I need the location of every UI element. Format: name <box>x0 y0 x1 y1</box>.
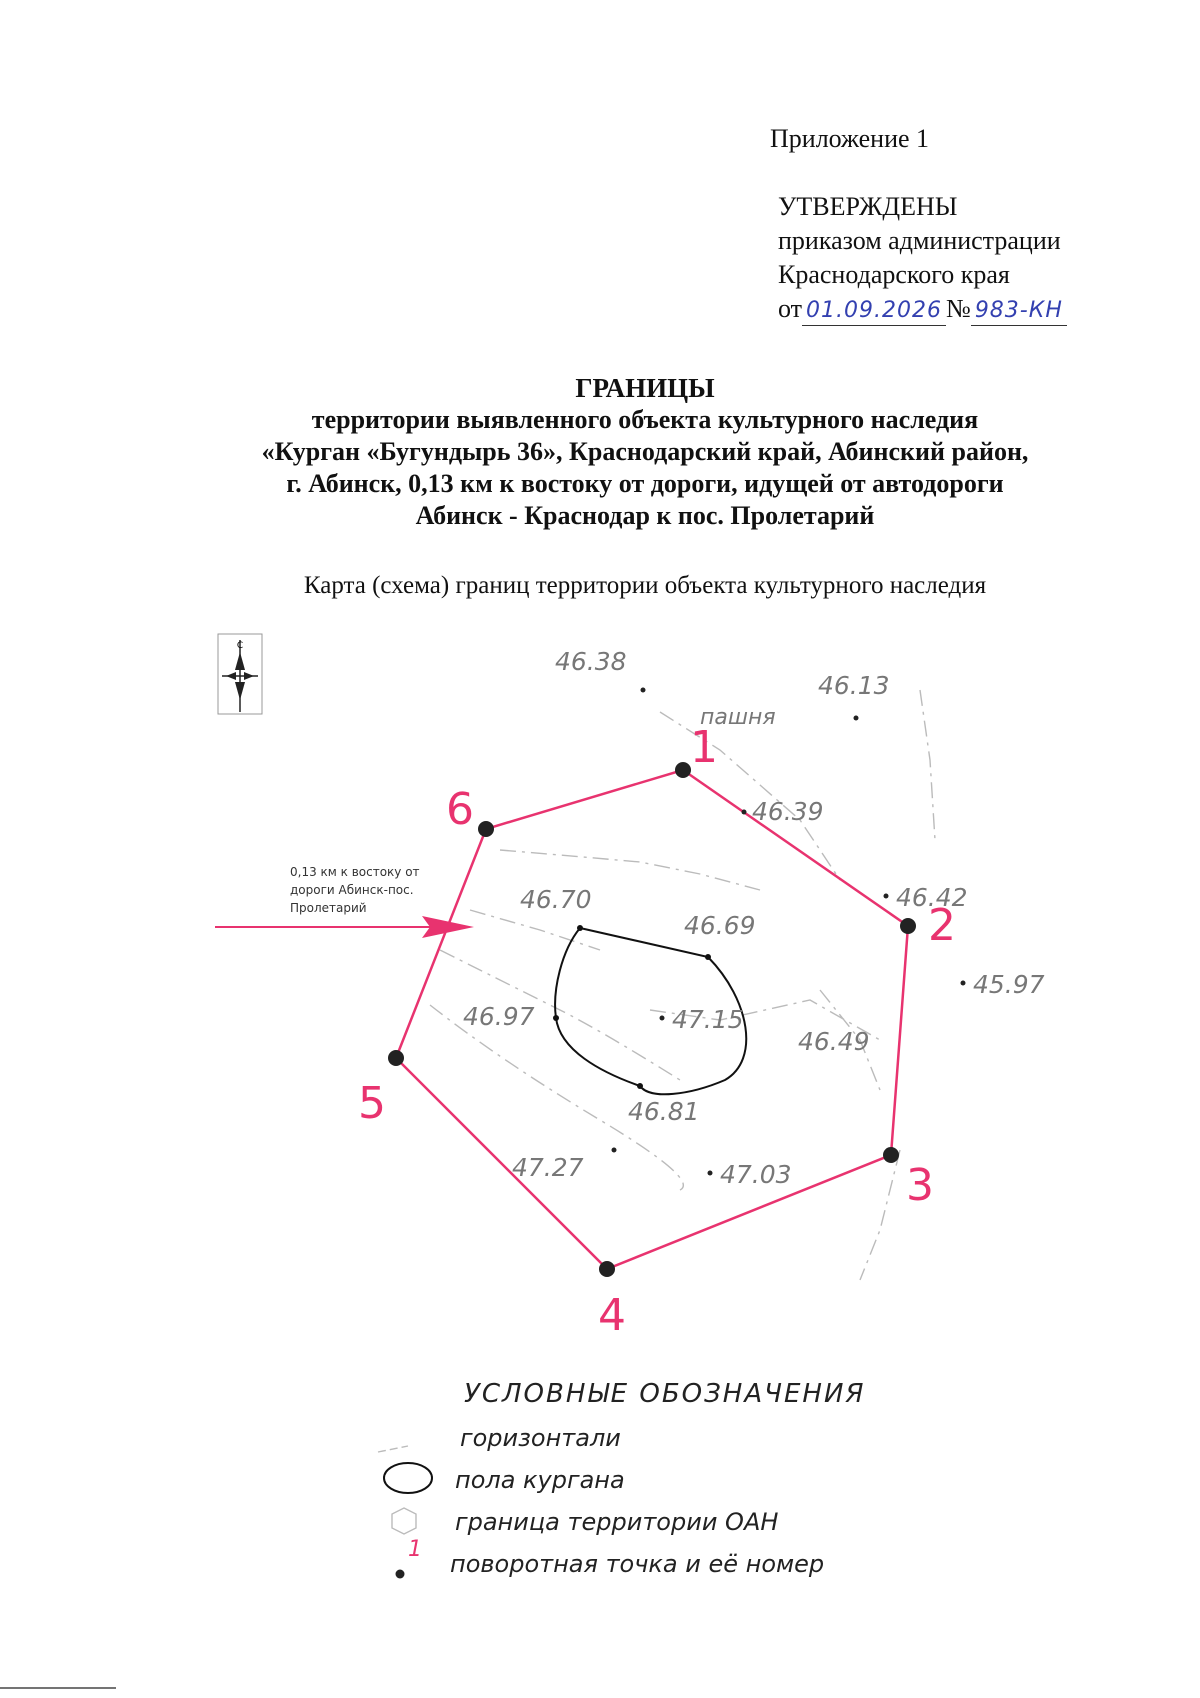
road-note-line-2: дороги Абинск-пос. <box>290 883 414 897</box>
approved-heading: УТВЕРЖДЕНЫ <box>778 192 958 221</box>
title-line-4: г. Абинск, 0,13 км к востоку от дороги, идущей от автодороги <box>286 469 1004 498</box>
road-direction-arrow <box>215 916 474 938</box>
approved-by-line-1: приказом администрации <box>778 226 1061 255</box>
elevation-label: 46.69 <box>684 911 756 940</box>
legend-item-label: поворотная точка и её номер <box>450 1550 825 1578</box>
turning-point <box>599 1261 615 1277</box>
legend <box>378 1379 865 1579</box>
road-note-line-1: 0,13 км к востоку от <box>290 865 420 879</box>
title-line-3: «Курган «Бугундырь 36», Краснодарский край, Абинский район, <box>261 437 1029 466</box>
road-note <box>290 865 420 915</box>
elevation-label: 47.15 <box>672 1005 744 1034</box>
elevation-label: 46.13 <box>818 671 890 700</box>
field-label: пашня <box>700 705 776 730</box>
elevation-label: 46.70 <box>520 885 592 914</box>
appendix-label: Приложение 1 <box>770 124 930 153</box>
legend-item-label: горизонтали <box>460 1424 621 1452</box>
elevation-label: 46.38 <box>555 647 627 676</box>
order-from-label: от <box>778 294 803 323</box>
legend-sample-number: 1 <box>408 1537 422 1562</box>
elevation-label: 47.03 <box>720 1160 792 1189</box>
hexagon-boundary-icon <box>392 1508 416 1534</box>
elevation-label: 45.97 <box>973 970 1045 999</box>
approved-by-line-2: Краснодарского края <box>778 260 1010 289</box>
point-number: 6 <box>446 784 474 835</box>
order-number: 983-КН <box>971 297 1067 326</box>
elevation-label: 46.97 <box>463 1002 535 1031</box>
legend-title: УСЛОВНЫЕ ОБОЗНАЧЕНИЯ <box>464 1379 866 1409</box>
title-line-1: ГРАНИЦЫ <box>575 373 715 403</box>
title-line-5: Абинск - Краснодар к пос. Пролетарий <box>415 501 875 530</box>
elevation-label: 46.49 <box>798 1027 870 1056</box>
road-note-line-3: Пролетарий <box>290 901 367 915</box>
elevation-label: 46.81 <box>628 1097 700 1126</box>
north-letter: С <box>236 641 244 651</box>
point-number: 4 <box>598 1290 626 1341</box>
title-line-2: территории выявленного объекта культурного наследия <box>311 405 979 434</box>
turning-point-icon <box>396 1537 423 1579</box>
point-number: 1 <box>690 722 718 773</box>
turning-point <box>388 1050 404 1066</box>
map-subtitle: Карта (схема) границ территории объекта культурного наследия <box>303 572 987 599</box>
order-number-label: № <box>946 294 971 323</box>
turning-point <box>675 762 691 778</box>
turning-point <box>900 918 916 934</box>
point-number: 5 <box>358 1078 386 1129</box>
mound-ellipse-icon <box>384 1463 432 1493</box>
contour-lines <box>430 690 935 1280</box>
elevation-label: 46.39 <box>752 797 824 826</box>
turning-point <box>478 821 494 837</box>
point-number: 2 <box>928 900 956 951</box>
north-arrow-icon <box>218 634 262 714</box>
turning-point <box>883 1147 899 1163</box>
legend-item-label: граница территории ОАН <box>455 1508 779 1536</box>
order-date: 01.09.2026 <box>802 297 946 326</box>
contour-line-icon <box>378 1446 408 1452</box>
legend-item-label: пола кургана <box>455 1466 625 1494</box>
elevation-label: 47.27 <box>512 1153 584 1182</box>
point-number: 3 <box>906 1160 934 1211</box>
elevation-label: 46.42 <box>896 883 968 912</box>
